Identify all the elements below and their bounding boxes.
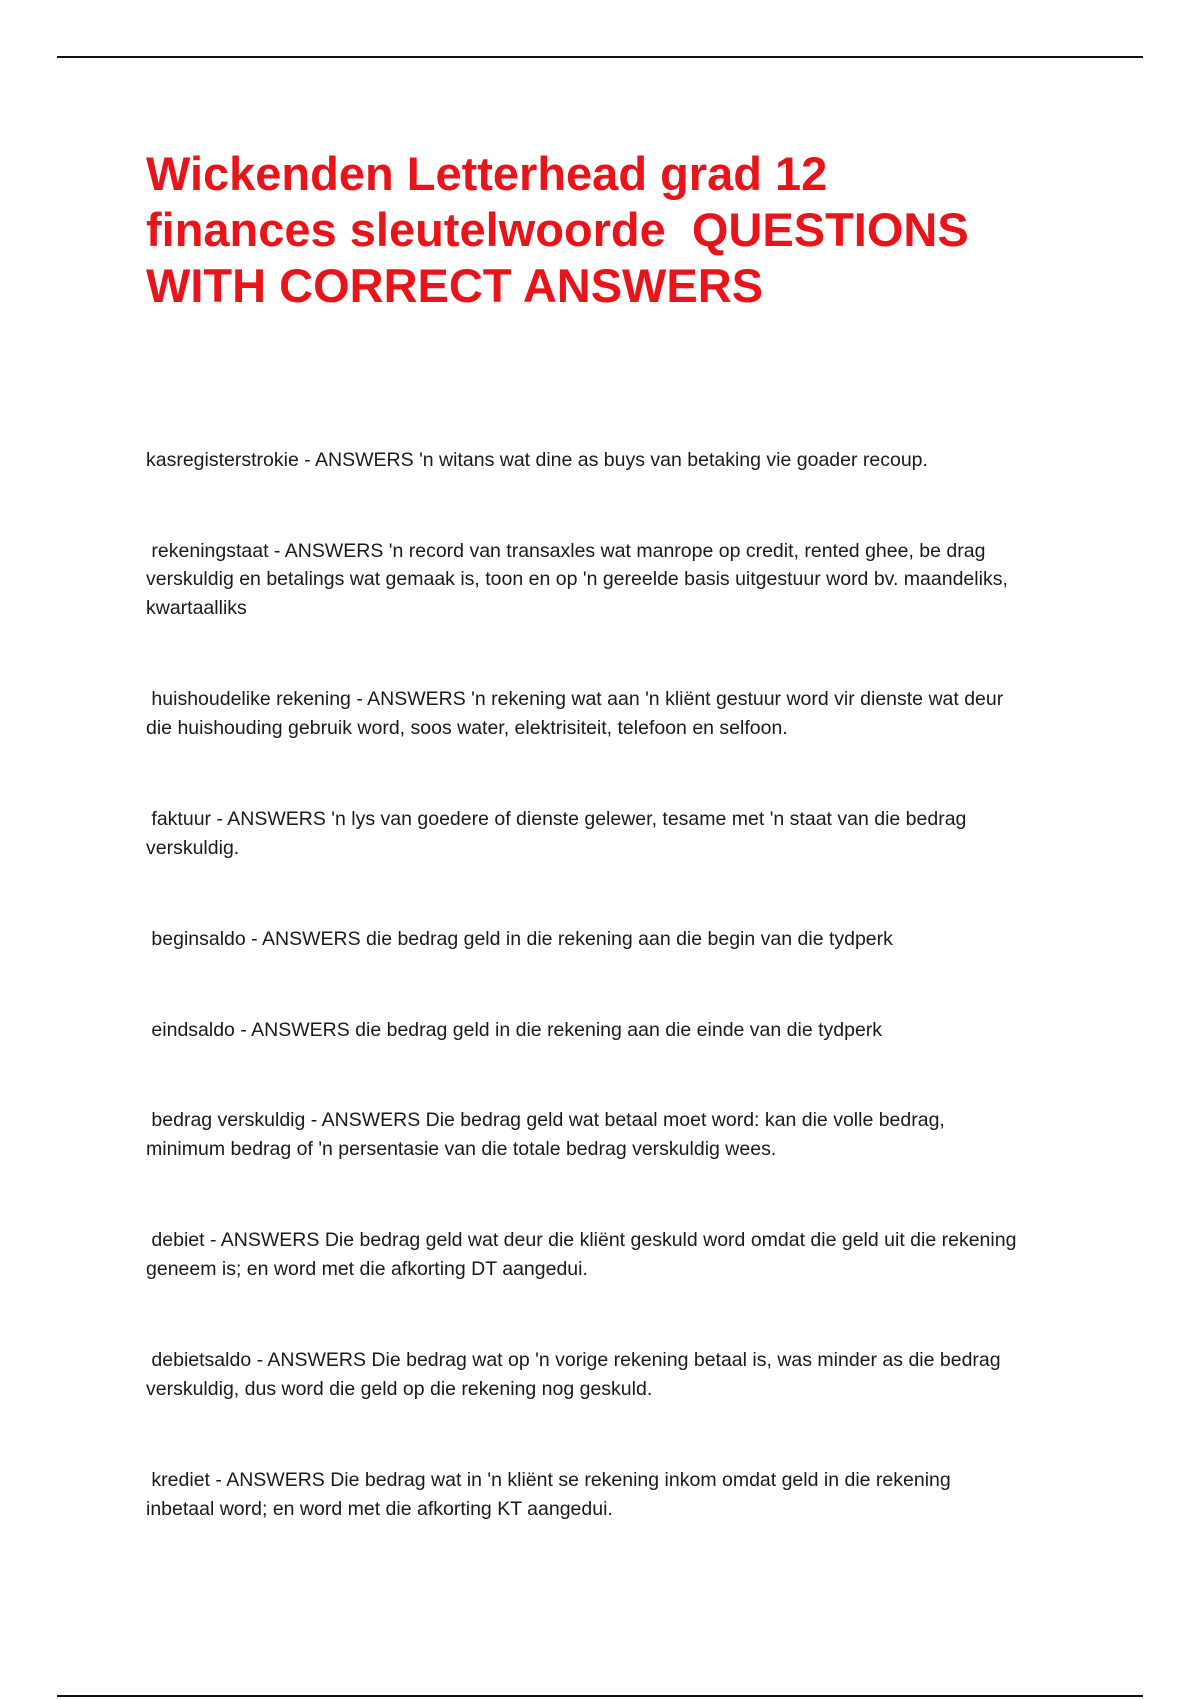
entry-faktuur: faktuur - ANSWERS 'n lys van goedere of dienste gelewer, tesame met 'n staat van die bedrag verskuldig. bbox=[146, 808, 967, 859]
entry-krediet: krediet - ANSWERS Die bedrag wat in 'n kliënt se rekening inkom omdat geld in die rekening inbetaal word; en word met die afkorting KT aangedui. bbox=[146, 1469, 951, 1520]
entry-huishoudelike-rekening: huishoudelike rekening - ANSWERS 'n rekening wat aan 'n kliënt gestuur word vir dienste wat deur die huishouding gebruik word, soos water, elektrisiteit, telefoon en selfoon. bbox=[146, 688, 1004, 739]
entry-debiet: debiet - ANSWERS Die bedrag geld wat deur die kliënt geskuld word omdat die geld uit die rekening geneem is; en word met die afkorting DT aangedui. bbox=[146, 1229, 1017, 1280]
entry-rekeningstaat: rekeningstaat - ANSWERS 'n record van transaxles wat manrope op credit, rented ghee, be drag verskuldig en betalings wat gemaak is, toon en op 'n gereelde basis uitgestuur word bv. maandeliks, kwartaalliks bbox=[146, 539, 1008, 619]
bottom-rule bbox=[57, 1695, 1143, 1697]
answer-list bbox=[146, 446, 1076, 1523]
document-title: Wickenden Letterhead grad 12 finances sleutelwoorde QUESTIONS WITH CORRECT ANSWERS bbox=[146, 147, 969, 312]
entry-kasregisterstrokie: kasregisterstrokie - ANSWERS 'n witans wat dine as buys van betaking vie goader recoup. bbox=[146, 449, 928, 471]
entry-bedrag-verskuldig: bedrag verskuldig - ANSWERS Die bedrag geld wat betaal moet word: kan die volle bedrag, minimum bedrag of 'n persentasie van die totale bedrag verskuldig wees. bbox=[146, 1109, 945, 1160]
entry-debietsaldo: debietsaldo - ANSWERS Die bedrag wat op 'n vorige rekening betaal is, was minder as die bedrag verskuldig, dus word die geld op die rekening nog geskuld. bbox=[146, 1349, 1001, 1400]
entry-eindsaldo: eindsaldo - ANSWERS die bedrag geld in die rekening aan die einde van die tydperk bbox=[146, 1018, 883, 1041]
top-rule bbox=[57, 56, 1143, 58]
entry-beginsaldo: beginsaldo - ANSWERS die bedrag geld in die rekening aan die begin van die tydperk bbox=[146, 928, 893, 950]
